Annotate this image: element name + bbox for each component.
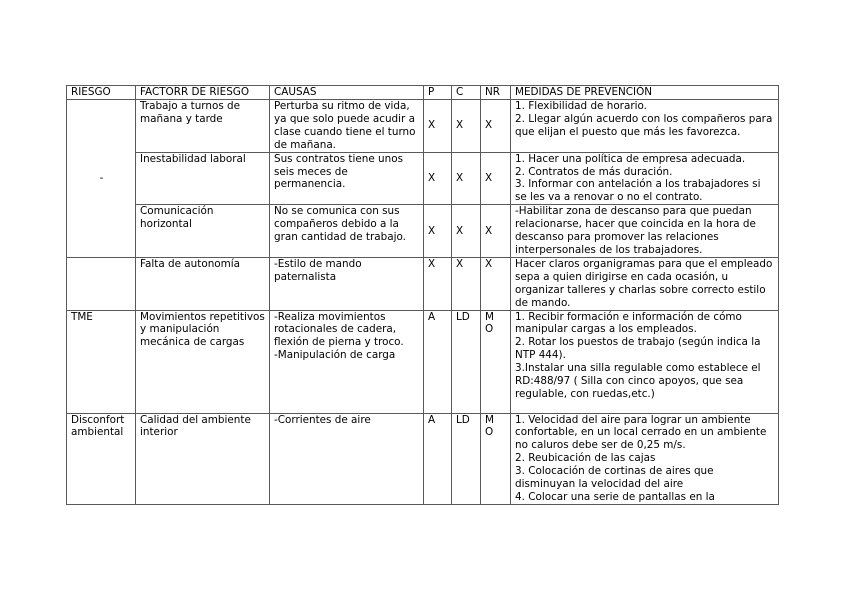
riesgo-cell: Disconfort ambiental (67, 413, 136, 504)
table-row (67, 205, 779, 258)
nr-cell: X (481, 152, 511, 205)
p-cell: X (424, 257, 452, 310)
nr-cell: X (481, 257, 511, 310)
causas-cell: No se comunica con sus compañeros debido a la gran cantidad de trabajo. (270, 205, 424, 258)
nr-cell: X (481, 100, 511, 153)
c-cell: LD (452, 310, 481, 413)
header-p: P (424, 86, 452, 100)
medidas-cell: 1. Hacer una política de empresa adecuada. 2. Contratos de más duración. 3. Informar con antelación a los trabajadores si se les va a renovar o no el contrato. (511, 152, 779, 205)
nr-cell: X (481, 205, 511, 258)
riesgo-cell (67, 257, 136, 310)
p-cell: A (424, 413, 452, 504)
factor-cell: Comunicación horizontal (136, 205, 270, 258)
table-row (67, 257, 779, 310)
factor-cell: Inestabilidad laboral (136, 152, 270, 205)
header-nr: NR (481, 86, 511, 100)
p-cell: X (424, 152, 452, 205)
factor-cell: Movimientos repetitivos y manipulación mecánica de cargas (136, 310, 270, 413)
header-factor: FACTORR DE RIESGO (136, 86, 270, 100)
medidas-cell: Hacer claros organigramas para que el empleado sepa a quien dirigirse en cada ocasión, u organizar talleres y charlas sobre correcto estilo de mando. (511, 257, 779, 310)
header-riesgo: RIESGO (67, 86, 136, 100)
causas-cell: -Corrientes de aire (270, 413, 424, 504)
c-cell: X (452, 205, 481, 258)
p-cell: X (424, 205, 452, 258)
header-medidas: MEDIDAS DE PREVENCIÓN (511, 86, 779, 100)
medidas-cell: 1. Velocidad del aire para lograr un ambiente confortable, en un local cerrado en un ambiente no caluros debe ser de 0,25 m/s. 2. Reubicación de las cajas 3. Colocación de cortinas de aires que disminuyan la velocidad del aire 4. Colocar una serie de pantallas en la (511, 413, 779, 504)
p-cell: X (424, 100, 452, 153)
medidas-cell: 1. Flexibilidad de horario. 2. Llegar algún acuerdo con los compañeros para que elijan el puesto que más les favorezca. (511, 100, 779, 153)
c-cell: LD (452, 413, 481, 504)
table-row (67, 100, 779, 153)
causas-cell: -Realiza movimientos rotacionales de cadera, flexión de pierna y troco. -Manipulación de carga (270, 310, 424, 413)
medidas-cell: -Habilitar zona de descanso para que puedan relacionarse, hacer que coincida en la hora de descanso para promover las relaciones interpersonales de los trabajadores. (511, 205, 779, 258)
table-row (67, 310, 779, 413)
nr-cell: M O (481, 310, 511, 413)
header-c: C (452, 86, 481, 100)
medidas-cell: 1. Recibir formación e información de cómo manipular cargas a los empleados. 2. Rotar los puestos de trabajo (según indica la NTP 444). 3.Instalar una silla regulable como establece el RD:488/97 ( Silla con cinco apoyos, que sea regulable, con ruedas,etc.) (511, 310, 779, 413)
c-cell: X (452, 100, 481, 153)
riesgo-cell: TME (67, 310, 136, 413)
factor-cell: Calidad del ambiente interior (136, 413, 270, 504)
causas-cell: -Estilo de mando paternalista (270, 257, 424, 310)
c-cell: X (452, 152, 481, 205)
p-cell: A (424, 310, 452, 413)
table-row (67, 152, 779, 205)
table-row (67, 413, 779, 504)
causas-cell: Perturba su ritmo de vida, ya que solo puede acudir a clase cuando tiene el turno de mañana. (270, 100, 424, 153)
header-row (67, 86, 779, 100)
risk-assessment-table (66, 85, 779, 505)
causas-cell: Sus contratos tiene unos seis meces de permanencia. (270, 152, 424, 205)
factor-cell: Falta de autonomía (136, 257, 270, 310)
nr-cell: M O (481, 413, 511, 504)
factor-cell: Trabajo a turnos de mañana y tarde (136, 100, 270, 153)
c-cell: X (452, 257, 481, 310)
riesgo-cell: - (67, 100, 136, 258)
header-causas: CAUSAS (270, 86, 424, 100)
